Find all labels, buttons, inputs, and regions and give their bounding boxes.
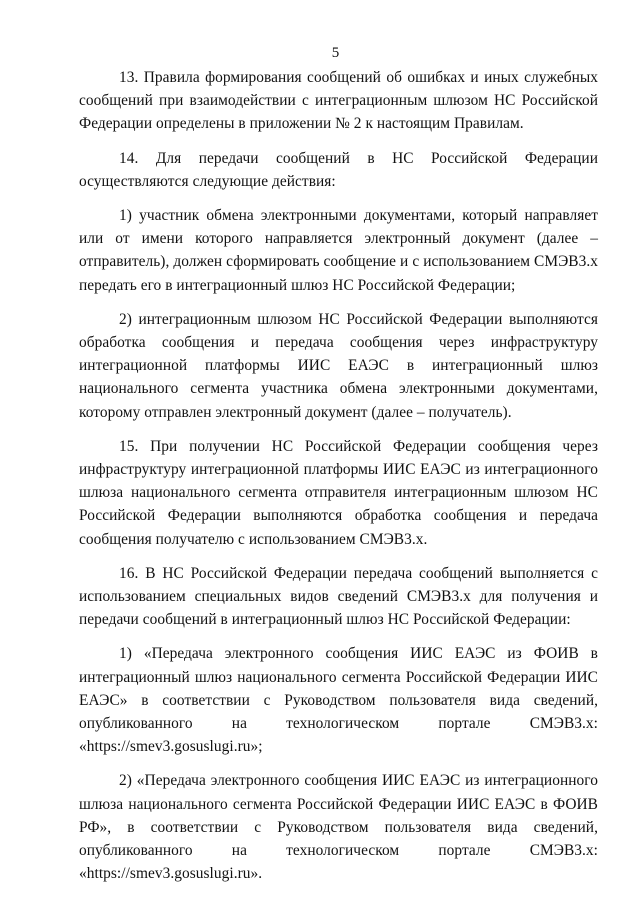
paragraph-14-item-2: 2) интеграционным шлюзом НС Российской Федерации выполняются обработка сообщения и передача сообщения через инфраструктуру интеграционной платформы ИИС ЕАЭС в интеграционный шлюз национального сегмента участника обмена электронными документами, которому отправлен электронный документ (далее – получатель). (79, 310, 598, 421)
paragraph-16-item-2: 2) «Передача электронного сообщения ИИС ЕАЭС из интеграционного шлюза национального сегмента Российской Федерации ИИС ЕАЭС в ФОИВ РФ», в соответствии с Руководством пользователя вида сведений, опубликованного на технологическом портале СМЭВ3.х: «https://smev3.gosuslugi.ru». (79, 772, 598, 883)
paragraph-16-item-1: 1) «Передача электронного сообщения ИИС ЕАЭС из ФОИВ в интеграционный шлюз национального сегмента Российской Федерации ИИС ЕАЭС» в соответствии с Руководством пользователя вида сведений, опубликованного на технологическом портале СМЭВ3.х: «https://smev3.gosuslugi.ru»; (79, 645, 598, 756)
page-number: 5 (331, 45, 340, 61)
paragraph-13: 13. Правила формирования сообщений об ошибках и иных служебных сообщений при взаимодействии с интеграционным шлюзом НС Российской Федерации определены в приложении № 2 к настоящим Правилам. (79, 69, 598, 133)
paragraph-14-item-1: 1) участник обмена электронными документами, который направляет или от имени которого направляется электронный документ (далее – отправитель), должен сформировать сообщение и с использованием СМЭВ3.х передать его в интеграционный шлюз НС Российской Федерации; (79, 207, 598, 294)
paragraph-15: 15. При получении НС Российской Федерации сообщения через инфраструктуру интеграционной платформы ИИС ЕАЭС из интеграционного шлюза национального сегмента отправителя интеграционным шлюзом НС Российской Федерации выполняются обработка сообщения и передача сообщения получателю с использованием СМЭВ3.х. (79, 437, 598, 548)
paragraph-14: 14. Для передачи сообщений в НС Российской Федерации осуществляются следующие действия: (79, 149, 598, 190)
paragraph-16: 16. В НС Российской Федерации передача сообщений выполняется с использованием специальных видов сведений СМЭВ3.х для получения и передачи сообщений в интеграционный шлюз НС Российской Федерации: (79, 564, 598, 629)
